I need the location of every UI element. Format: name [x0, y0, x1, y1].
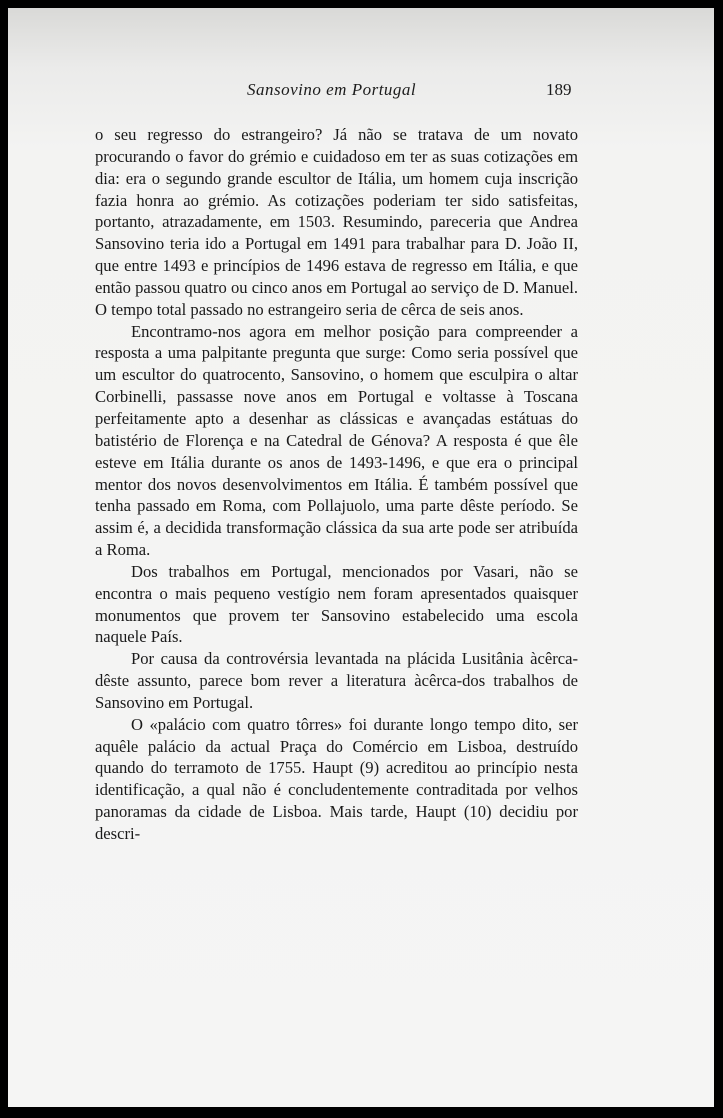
paragraph-3: Dos trabalhos em Portugal, mencionados por Vasari, não se encontra o mais pequeno vestígio nem foram apresentados quaisquer monumentos que provem ter Sansovino estabelecido uma escola naquele País. [95, 561, 578, 647]
page-number: 189 [546, 80, 572, 99]
body-text [95, 124, 578, 845]
paragraph-5: O «palácio com quatro tôrres» foi durante longo tempo dito, ser aquêle palácio da actual Praça do Comércio em Lisboa, destruído quando do terramoto de 1755. Haupt (9) acreditou ao princípio nesta identificação, a qual não é concludentemente contraditada por velhos panoramas da cidade de Lisboa. Mais tarde, Haupt (10) decidiu por descri- [95, 714, 578, 843]
running-title: Sansovino em Portugal [247, 80, 417, 99]
paragraph-1: o seu regresso do estrangeiro? Já não se tratava de um novato procurando o favor do grémio e cuidadoso em ter as suas cotizações em dia: era o segundo grande escultor de Itália, um homem cuja inscrição fazia honra ao grémio. As cotizações poderiam ter sido satisfeitas, portanto, atrazadamente, em 1503. Resumindo, pareceria que Andrea Sansovino teria ido a Portugal em 1491 para trabalhar para D. João II, que entre 1493 e princípios de 1496 estava de regresso em Itália, e que então passou quatro ou cinco anos em Portugal ao serviço de D. Manuel. O tempo total passado no estrangeiro seria de cêrca de seis anos. [95, 125, 578, 319]
page-header [8, 80, 714, 106]
paragraph-2: Encontramo-nos agora em melhor posição para compreender a resposta a uma palpitante pregunta que surge: Como seria possível que um escultor do quatrocento, Sansovino, o homem que esculpira o altar Corbinelli, passasse nove anos em Portugal e voltasse à Toscana perfeitamente apto a desenhar as clássicas e avançadas estátuas do batistério de Florença e na Catedral de Génova? A resposta é que êle esteve em Itália durante os anos de 1493-1496, e que era o principal mentor dos novos desenvolvimentos em Itália. É também possível que tenha passado em Roma, com Pollajuolo, uma parte dêste período. Se assim é, a decidida transformação clássica da sua arte pode ser atribuída a Roma. [95, 321, 578, 560]
book-page [8, 8, 714, 1107]
paragraph-4: Por causa da controvérsia levantada na plácida Lusitânia àcêrca-dêste assunto, parece bom rever a literatura àcêrca-dos trabalhos de Sansovino em Portugal. [95, 649, 578, 712]
